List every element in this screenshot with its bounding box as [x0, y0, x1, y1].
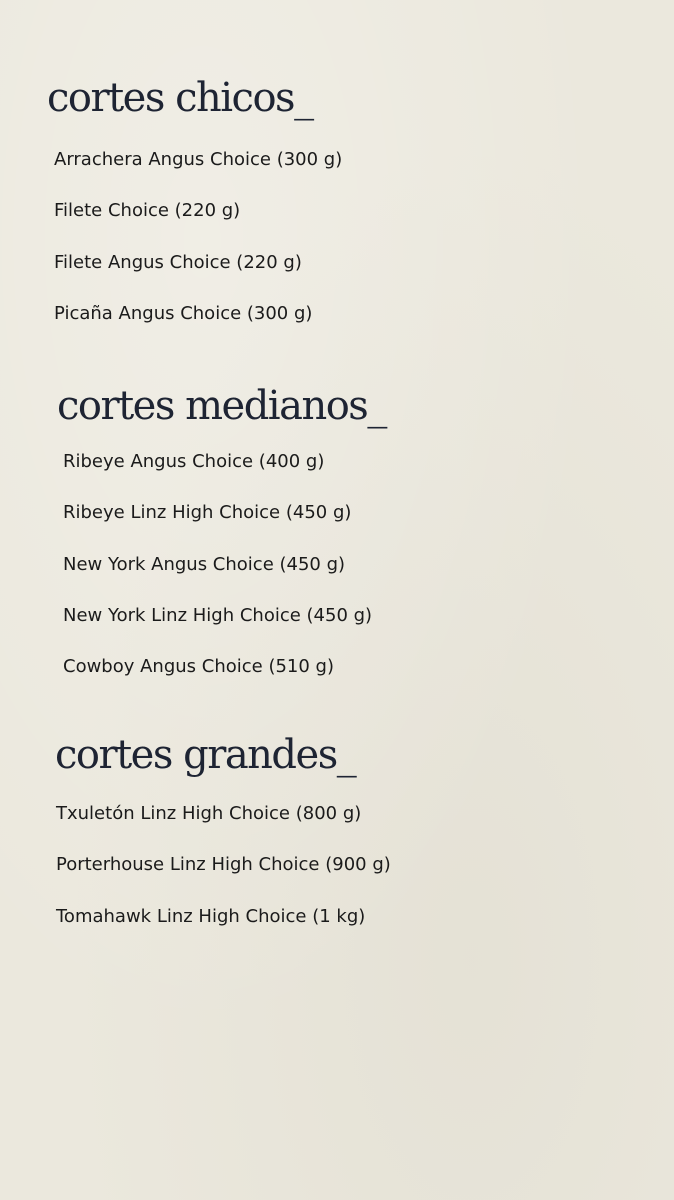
menu-list	[56, 805, 391, 959]
menu-item: Ribeye Angus Choice (400 g)	[63, 451, 325, 472]
menu-item: Filete Choice (220 g)	[54, 200, 241, 222]
menu-item: Cowboy Angus Choice (510 g)	[63, 656, 335, 678]
section-heading: cortes medianos_	[57, 383, 386, 429]
section-cortes-grandes	[55, 732, 391, 959]
menu-item: New York Angus Choice (450 g)	[63, 553, 346, 575]
menu-item: Filete Angus Choice (220 g)	[54, 251, 302, 273]
menu-item: Arrachera Angus Choice (300 g)	[54, 149, 343, 170]
menu-list	[63, 453, 386, 709]
menu-item: Porterhouse Linz High Choice (900 g)	[56, 854, 391, 876]
section-heading: cortes chicos_	[47, 75, 313, 121]
section-cortes-chicos	[47, 75, 343, 356]
menu-item: Picaña Angus Choice (300 g)	[54, 302, 313, 324]
menu-item: Ribeye Linz High Choice (450 g)	[63, 502, 352, 524]
menu-list	[54, 151, 342, 356]
menu-item: Tomahawk Linz High Choice (1 kg)	[56, 905, 366, 927]
section-heading: cortes grandes_	[55, 732, 356, 778]
menu-item: Txuletón Linz High Choice (800 g)	[56, 803, 362, 824]
menu-item: New York Linz High Choice (450 g)	[63, 604, 373, 626]
section-cortes-medianos	[57, 383, 386, 709]
